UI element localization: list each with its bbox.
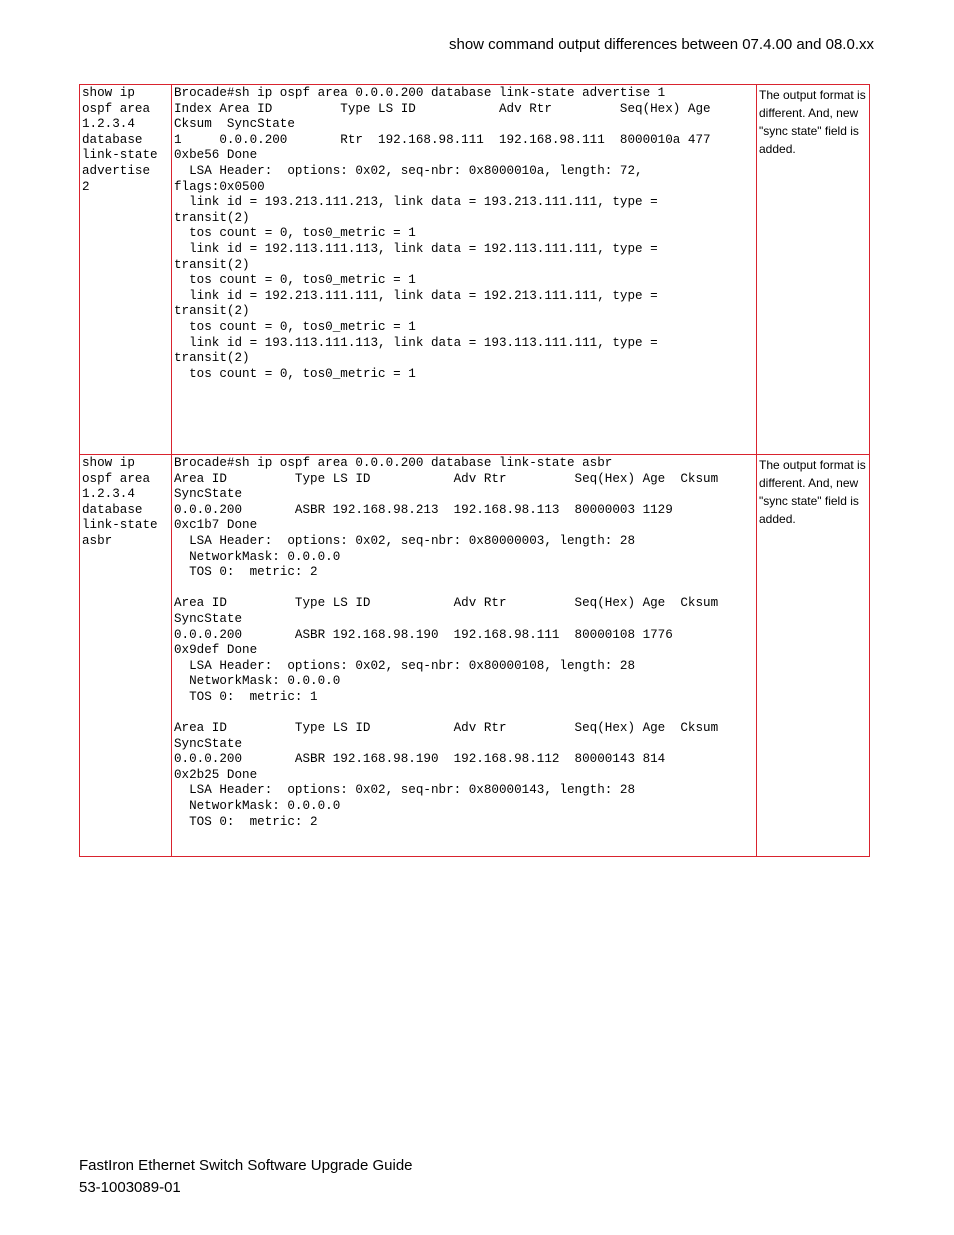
output-cell xyxy=(172,85,757,455)
command-text: show ip ospf area 1.2.3.4 database link-state asbr xyxy=(82,456,158,548)
difference-note: The output format is different. And, new "sync state" field is added. xyxy=(759,458,866,526)
command-text: show ip ospf area 1.2.3.4 database link-state advertise 2 xyxy=(82,86,158,194)
footer-doc-number: 53-1003089-01 xyxy=(79,1179,181,1196)
page-header-title: show command output differences between 07.4.00 and 08.0.xx xyxy=(448,36,874,53)
command-output-text: Brocade#sh ip ospf area 0.0.0.200 database link-state asbr Area ID Type LS ID Adv Rtr Seq(Hex) Age Cksum SyncState 0.0.0.200 ASBR 192.168.98.213 192.168.98.113 80000003 1129 0xc1b7 Done LSA Header: options: 0x02, seq-nbr: 0x80000003, length: 28 NetworkMask: 0.0.0.0 TOS 0: metric: 2 Area ID Type LS ID Adv Rtr Seq(Hex) Age Cksum SyncState 0.0.0.200 ASBR 192.168.98.190 192.168.98.111 80000108 1776 0x9def Done LSA Header: options: 0x02, seq-nbr: 0x80000108, length: 28 NetworkMask: 0.0.0.0 TOS 0: metric: 1 Area ID Type LS ID Adv Rtr Seq(Hex) Age Cksum SyncState 0.0.0.200 ASBR 192.168.98.190 192.168.98.112 80000143 814 0x2b25 Done LSA Header: options: 0x02, seq-nbr: 0x80000143, length: 28 NetworkMask: 0.0.0.0 TOS 0: metric: 2 xyxy=(174,456,719,829)
command-output-text: Brocade#sh ip ospf area 0.0.0.200 database link-state advertise 1 Index Area ID Type LS ID Adv Rtr Seq(Hex) Age Cksum SyncState 1 0.0.0.200 Rtr 192.168.98.111 192.168.98.111 8000010a 477 0xbe56 Done LSA Header: options: 0x02, seq-nbr: 0x8000010a, length: 72, flags:0x0500 link id = 193.213.111.213, link data = 193.213.111.111, type = transit(2) tos count = 0, tos0_metric = 1 link id = 192.113.111.113, link data = 192.113.111.111, type = transit(2) tos count = 0, tos0_metric = 1 link id = 192.213.111.111, link data = 192.213.111.111, type = transit(2) tos count = 0, tos0_metric = 1 link id = 193.113.111.113, link data = 193.113.111.111, type = transit(2) tos count = 0, tos0_metric = 1 xyxy=(174,86,711,381)
command-diff-table xyxy=(79,84,870,857)
difference-note: The output format is different. And, new "sync state" field is added. xyxy=(759,88,866,156)
note-cell xyxy=(757,455,870,857)
table-row xyxy=(80,455,870,857)
command-cell xyxy=(80,455,172,857)
note-cell xyxy=(757,85,870,455)
page-footer xyxy=(79,1155,413,1199)
output-cell xyxy=(172,455,757,857)
command-cell xyxy=(80,85,172,455)
table-row xyxy=(80,85,870,455)
footer-guide-title: FastIron Ethernet Switch Software Upgrade Guide xyxy=(79,1157,413,1174)
